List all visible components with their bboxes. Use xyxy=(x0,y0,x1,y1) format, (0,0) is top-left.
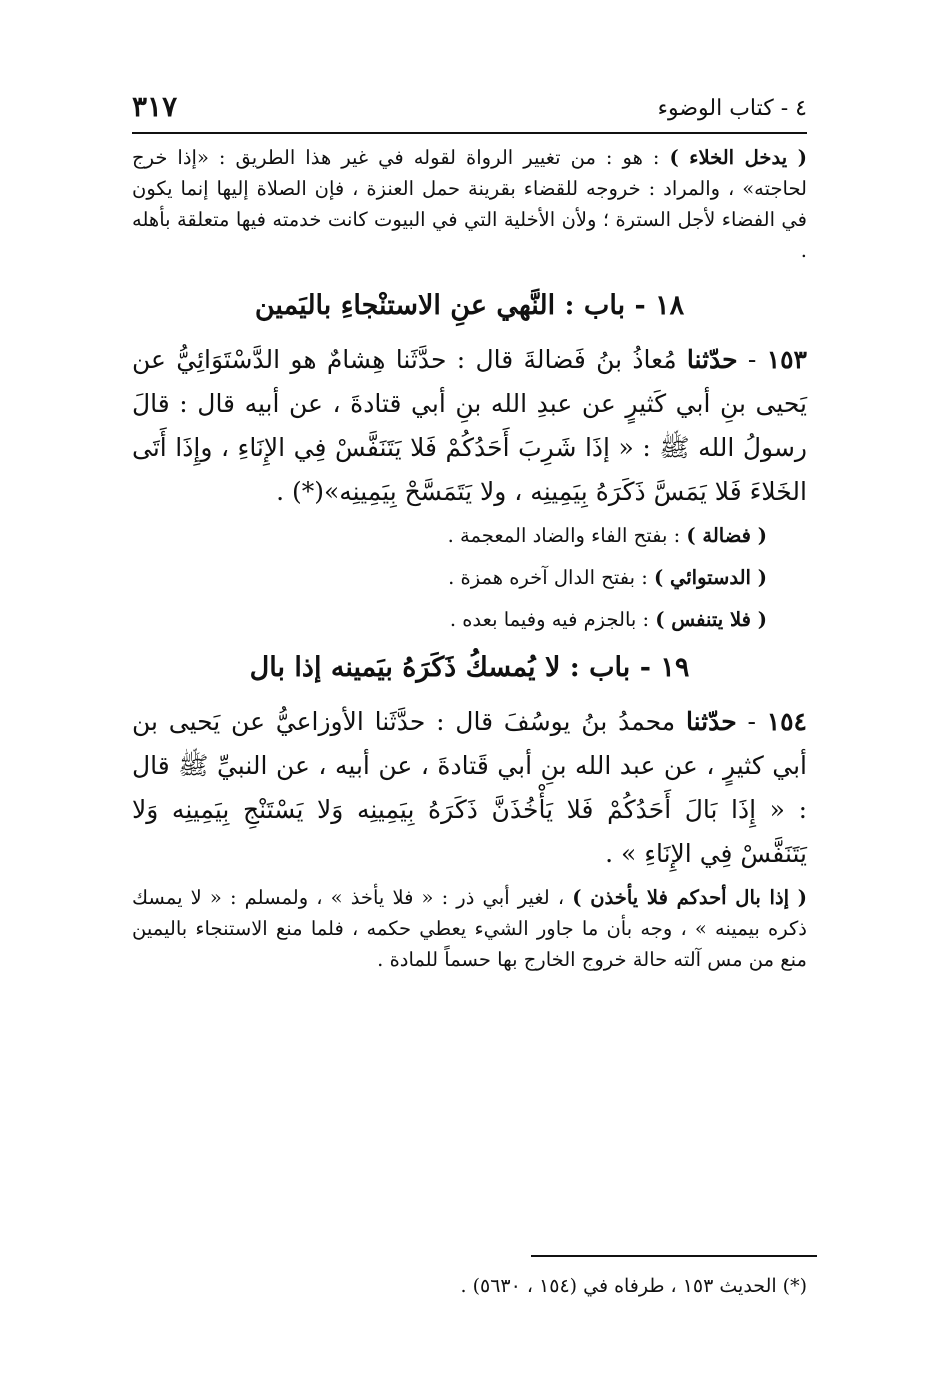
footnote: (*) الحديث ١٥٣ ، طرفاه في (١٥٤ ، ٥٦٣٠) . xyxy=(460,1275,807,1297)
note-term: ( الدستوائي ) xyxy=(653,566,767,589)
note-text: : بالجزم فيه وفيما بعده . xyxy=(449,608,656,631)
commentary-text: : هو : من تغيير الرواة لقوله في غير هذا الطريق : «إذا خرج لحاجته» ، والمراد : خروجه للقضاء بقرينة حمل العنزة ، فإن الصلاة إليها إنما يكون في الفضاء لأجل السترة ؛ ولأن الأخلية التي في البيوت كانت خدمته فيها متعلقة بأهله . xyxy=(132,146,807,262)
commentary-154 xyxy=(132,882,807,975)
page-body xyxy=(132,88,807,975)
note-fala-yatanaffas xyxy=(132,606,767,634)
hadith-text: مُعاذُ بنُ فَضالةَ قال : حدَّثَنا هِشامٌ هو الدَّسْتَوَائِيُّ عن يَحيى بنِ أبي كَثيرٍ عن عبدِ الله بنِ أبي قتادةَ ، عن أبيه قال : قالَ رسولُ الله ﷺ : « إذَا شَرِبَ أَحَدُكُمْ فَلا يَتَنَفَّسْ فِي الإِنَاءِ ، وإِذَا أَتَى الخَلاءَ فَلا يَمَسَّ ذَكَرَهُ بِيَمِينِه ، ولا يَتَمَسَّحْ بِيَمِينِه»(*) . xyxy=(132,345,807,506)
hadith-text: محمدُ بنُ يوسُفَ قال : حدَّثَنا الأوزاعيُّ عن يَحيى بن أبي كثيرٍ ، عن عبد الله بنِ أبي قَتادةَ ، عن أبيه ، عن النبيِّ ﷺ قال : « إِذَا بَالَ أَحَدُكُمْ فَلا يَأْخُذَنَّ ذَكَرَهُ بِيَمِينِه وَلا يَسْتَنْجِ بِيَمِينِه وَلا يَتَنَفَّسْ فِي الإِنَاءِ » . xyxy=(132,707,807,868)
dash: - xyxy=(737,345,757,374)
commentary-text: ، لغير أبي ذر : « فلا يأخذ » ، ولمسلم : « لا يمسك ذكره بيمينه » ، وجه بأن ما جاور الشيء يعطي حكمه ، فلما منع الاستنجاء باليمين منع من مس آلته حالة خروج الخارج بها حسماً للمادة . xyxy=(132,886,807,971)
commentary-term: ( يدخل الخلاء ) xyxy=(669,146,807,169)
page-header xyxy=(132,88,807,132)
note-text: : بفتح الدال آخره همزة . xyxy=(448,566,654,589)
chapter-heading-19: ١٩ - باب : لا يُمسكُ ذَكَرَهُ بيَمينه إذا بال xyxy=(249,652,690,683)
chapter-heading-18: ١٨ - باب : النَّهي عنِ الاستنْجاءِ باليَمين xyxy=(254,290,685,321)
note-term: ( فضالة ) xyxy=(686,524,767,547)
note-fudala xyxy=(132,522,767,550)
intro-commentary xyxy=(132,142,807,266)
header-rule xyxy=(132,132,807,134)
hadith-154 xyxy=(132,700,807,876)
narration-word: حدّثنا xyxy=(686,345,738,374)
commentary-term: ( إذا بال أحدكم فلا يأخذن ) xyxy=(572,886,807,909)
dash: - xyxy=(736,707,756,736)
hadith-153 xyxy=(132,338,807,514)
hadith-number: ١٥٤ xyxy=(766,707,807,736)
footnote-rule xyxy=(531,1255,817,1257)
narration-word: حدّثنا xyxy=(685,707,737,736)
note-term: ( فلا يتنفس ) xyxy=(655,608,767,631)
hadith-number: ١٥٣ xyxy=(766,345,807,374)
note-dastuai xyxy=(132,564,767,592)
page-number: ٣١٧ xyxy=(132,90,178,123)
note-text: : بفتح الفاء والضاد المعجمة . xyxy=(447,524,687,547)
running-title: ٤ - كتاب الوضوء xyxy=(657,96,807,121)
